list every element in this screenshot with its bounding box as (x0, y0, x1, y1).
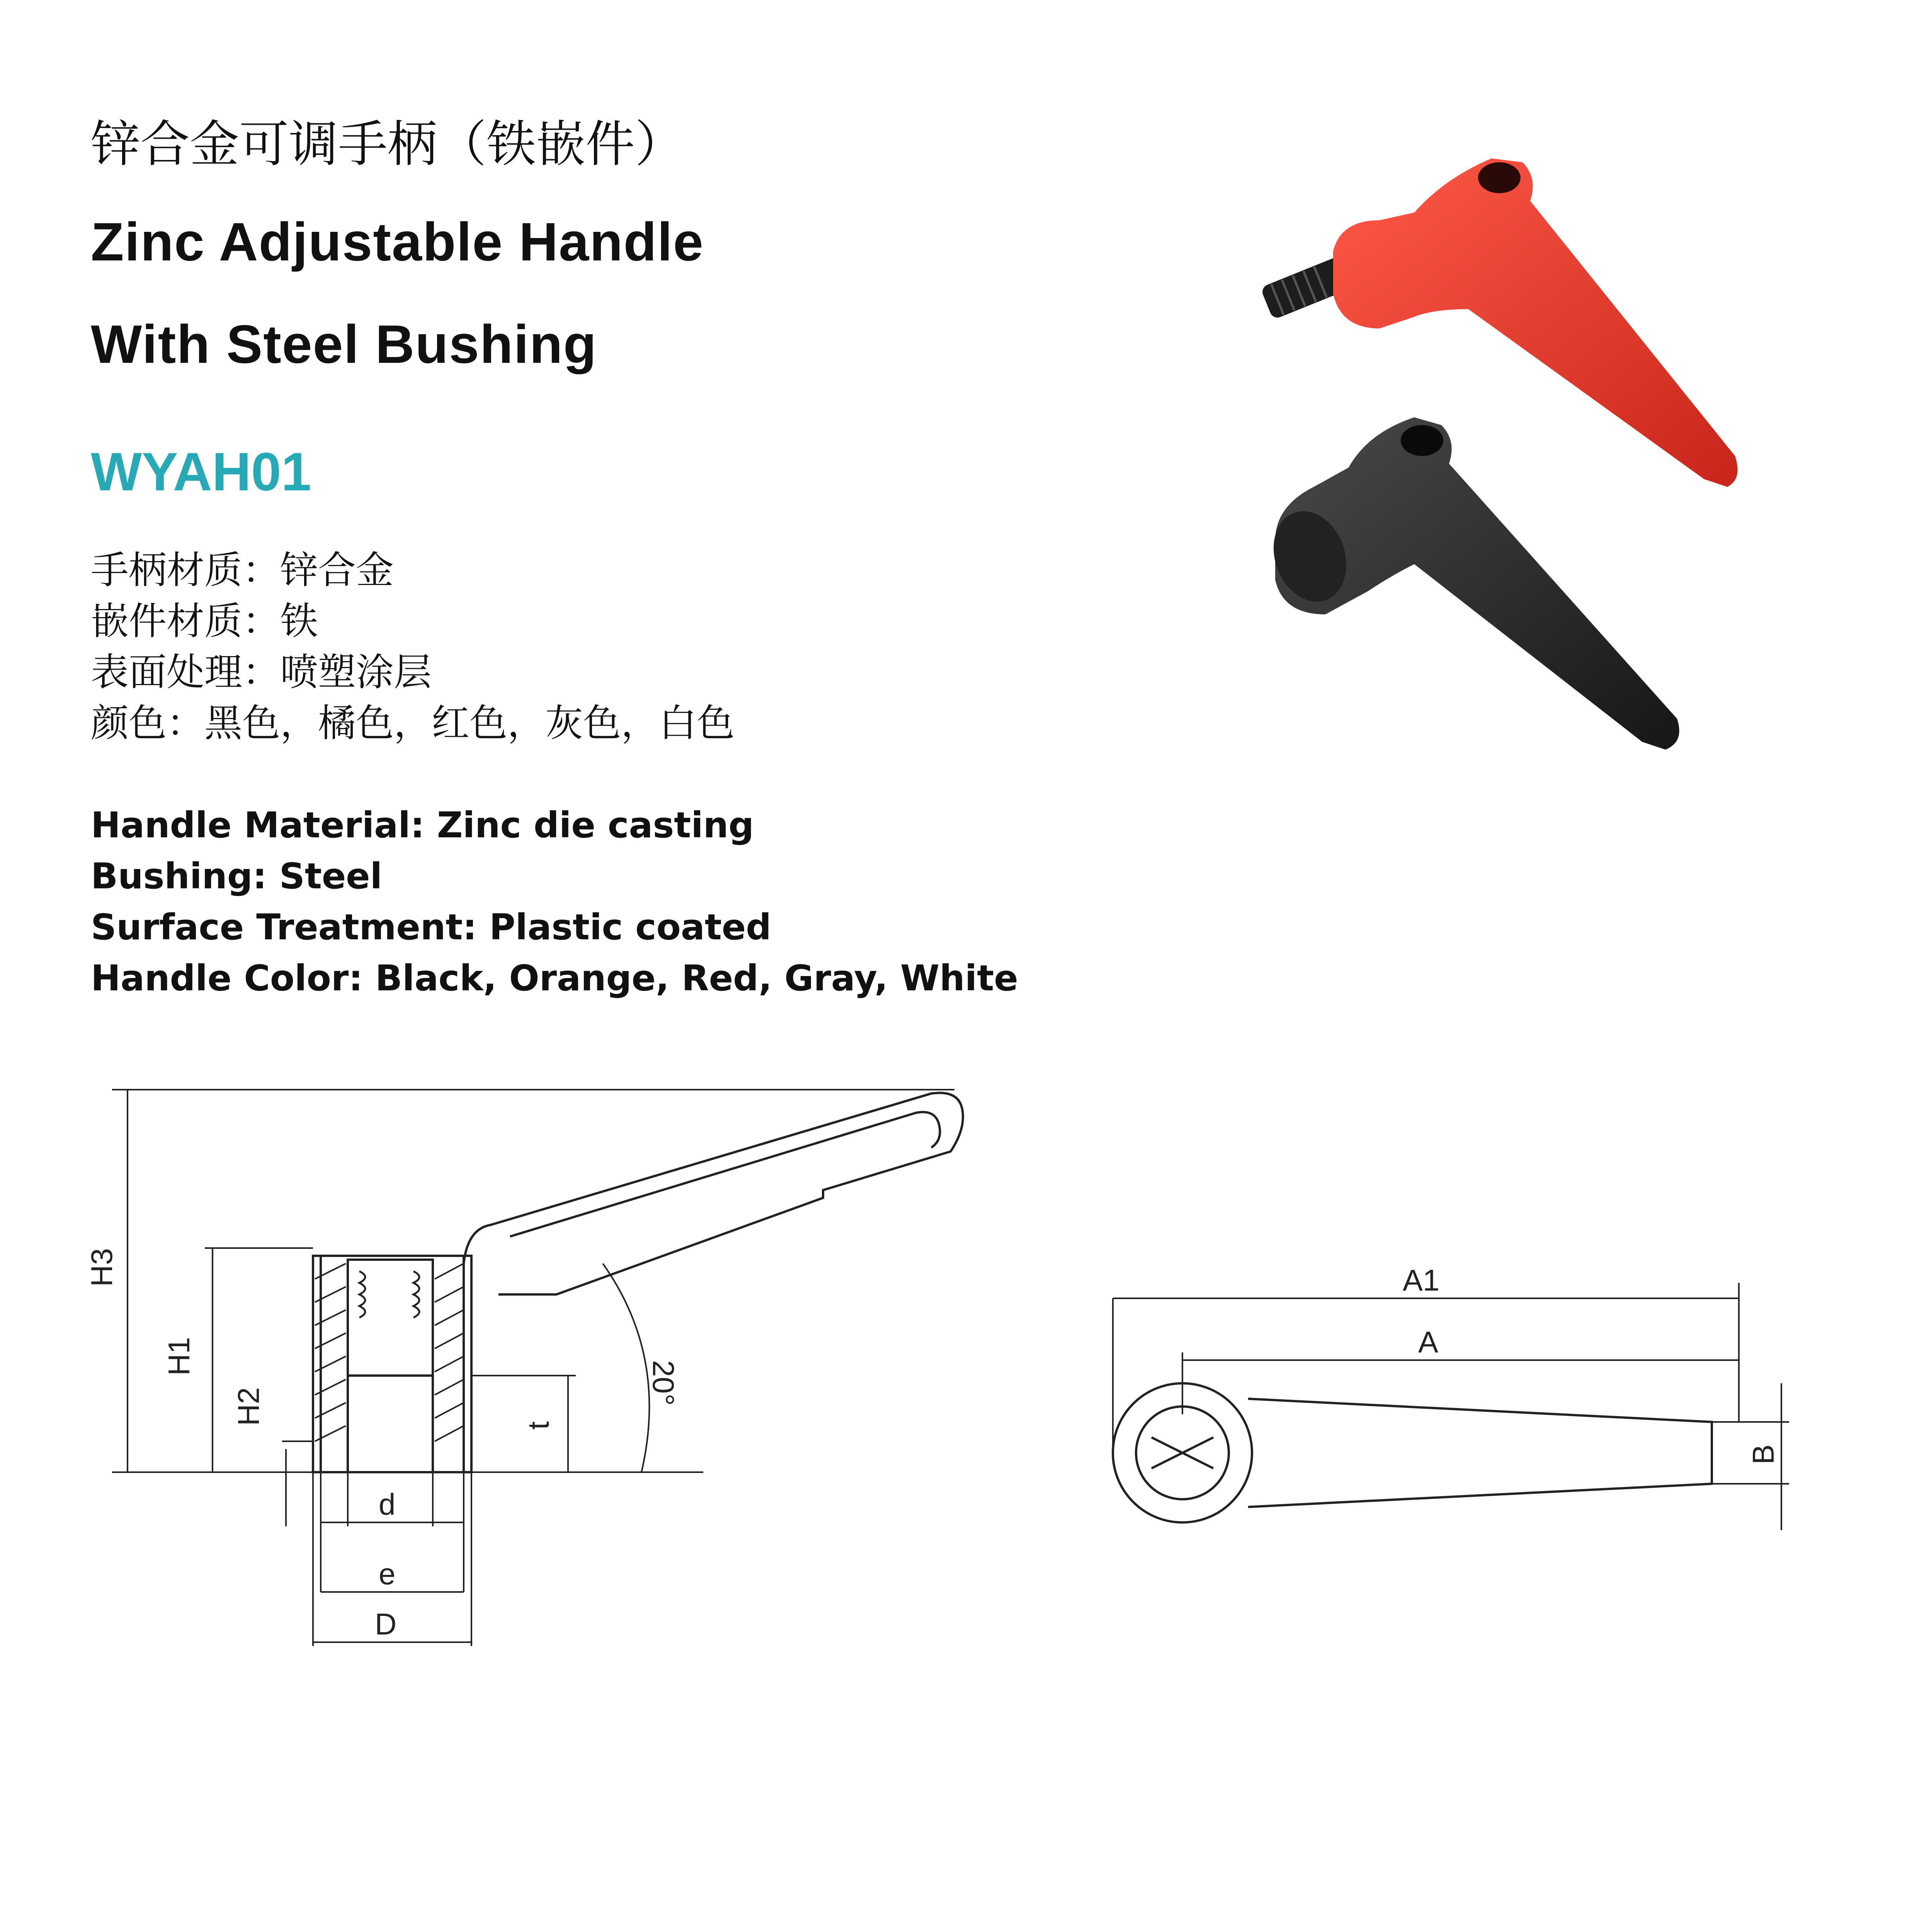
spec-cn-line: 表面处理：喷塑涂层 (91, 650, 432, 694)
dim-e-label: e (379, 1557, 396, 1591)
model-number: WYAH01 (91, 441, 311, 502)
dim-angle-label: 20° (646, 1360, 680, 1406)
spec-en-line: Surface Treatment: Plastic coated (91, 906, 772, 948)
dim-b-label: B (1746, 1444, 1780, 1464)
title-chinese: 锌合金可调手柄（铁嵌件） (91, 116, 685, 173)
title-english-line1: Zinc Adjustable Handle (91, 211, 704, 272)
black-handle-image (1261, 417, 1679, 750)
dim-t-label: t (521, 1421, 555, 1430)
side-view-drawing (66, 1063, 1016, 1689)
red-handle-image (1260, 158, 1738, 487)
spec-en-line: Bushing: Steel (91, 855, 383, 897)
top-view-drawing (1105, 1236, 1824, 1577)
spec-en-line: Handle Material: Zinc die casting (91, 804, 754, 846)
specs-chinese (91, 545, 735, 749)
spec-en-line: Handle Color: Black, Orange, Red, Gray, White (91, 957, 1018, 999)
spec-cn-line: 手柄材质：锌合金 (91, 548, 394, 592)
dim-d-label: d (379, 1487, 396, 1521)
dim-h3-label: H3 (85, 1248, 119, 1287)
spec-cn-line: 颜色：黑色，橘色，红色，灰色，白色 (91, 701, 735, 745)
dim-D-label: D (375, 1607, 397, 1641)
dim-a-label: A (1418, 1325, 1439, 1359)
product-photo (1252, 147, 1801, 765)
dim-h2-label: H2 (231, 1387, 265, 1426)
dim-a1-label: A1 (1403, 1263, 1440, 1297)
title-english-line2: With Steel Bushing (91, 314, 597, 374)
spec-cn-line: 嵌件材质：铁 (91, 599, 318, 643)
dim-h1-label: H1 (162, 1337, 196, 1376)
specs-english (91, 800, 1018, 1004)
